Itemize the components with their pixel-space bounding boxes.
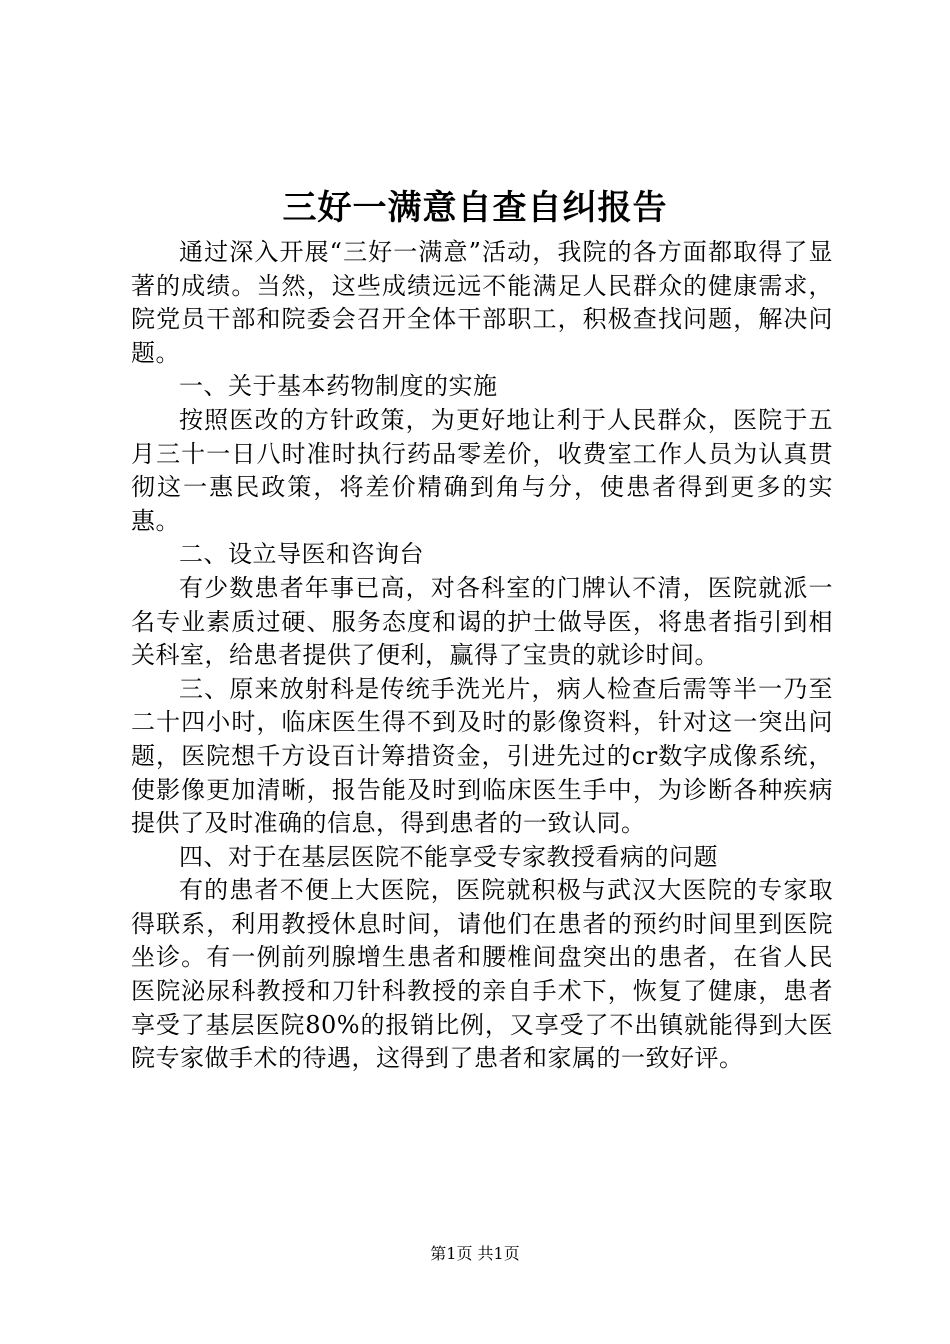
intro-paragraph: 通过深入开展“三好一满意”活动，我院的各方面都取得了显著的成绩。当然，这些成绩远远不能满足人民群众的健康需求，院党员干部和院委会召开全体干部职工，积极查找问题，解决问题。 [131, 238, 833, 367]
section-heading-1: 一、关于基本药物制度的实施 [179, 372, 498, 401]
section-paragraph-1: 按照医改的方针政策，为更好地让利于人民群众，医院于五月三十一日八时准时执行药品零差价，收费室工作人员为认真贯彻这一惠民政策，将差价精确到角与分，使患者得到更多的实惠。 [131, 405, 833, 535]
page-number-footer: 第1页 共1页 [430, 1244, 520, 1263]
section-heading-2: 二、设立导医和咨询台 [179, 540, 424, 569]
section-paragraph-4: 有的患者不便上大医院，医院就积极与武汉大医院的专家取得联系，利用教授休息时间，请他们在患者的预约时间里到医院坐诊。有一例前列腺增生患者和腰椎间盘突出的患者，在省人民医院泌尿科教授和刀针科教授的亲自手术下，恢复了健康，患者享受了基层医院80%的报销比例，又享受了不出镇就能得到大医院专家做手术的待遇，这得到了患者和家属的一致好评。 [131, 876, 833, 1073]
section-paragraph-2: 有少数患者年事已高，对各科室的门牌认不清，医院就派一名专业素质过硬、服务态度和谒的护士做导医，将患者指引到相关科室，给患者提供了便利，赢得了宝贵的就诊时间。 [131, 573, 833, 670]
document-title: 三好一满意自查自纠报告 [282, 188, 668, 228]
section-paragraph-3: 三、原来放射科是传统手洗光片，病人检查后需等半一乃至二十四小时，临床医生得不到及时的影像资料，针对这一突出问题，医院想千方设百计筹措资金，引进先过的cr数字成像系统，使影像更加清晰，报告能及时到临床医生手中，为诊断各种疾病提供了及时准确的信息，得到患者的一致认同。 [131, 674, 833, 838]
document-body [131, 236, 833, 1076]
section-heading-4: 四、对于在基层医院不能享受专家教授看病的问题 [179, 842, 718, 871]
